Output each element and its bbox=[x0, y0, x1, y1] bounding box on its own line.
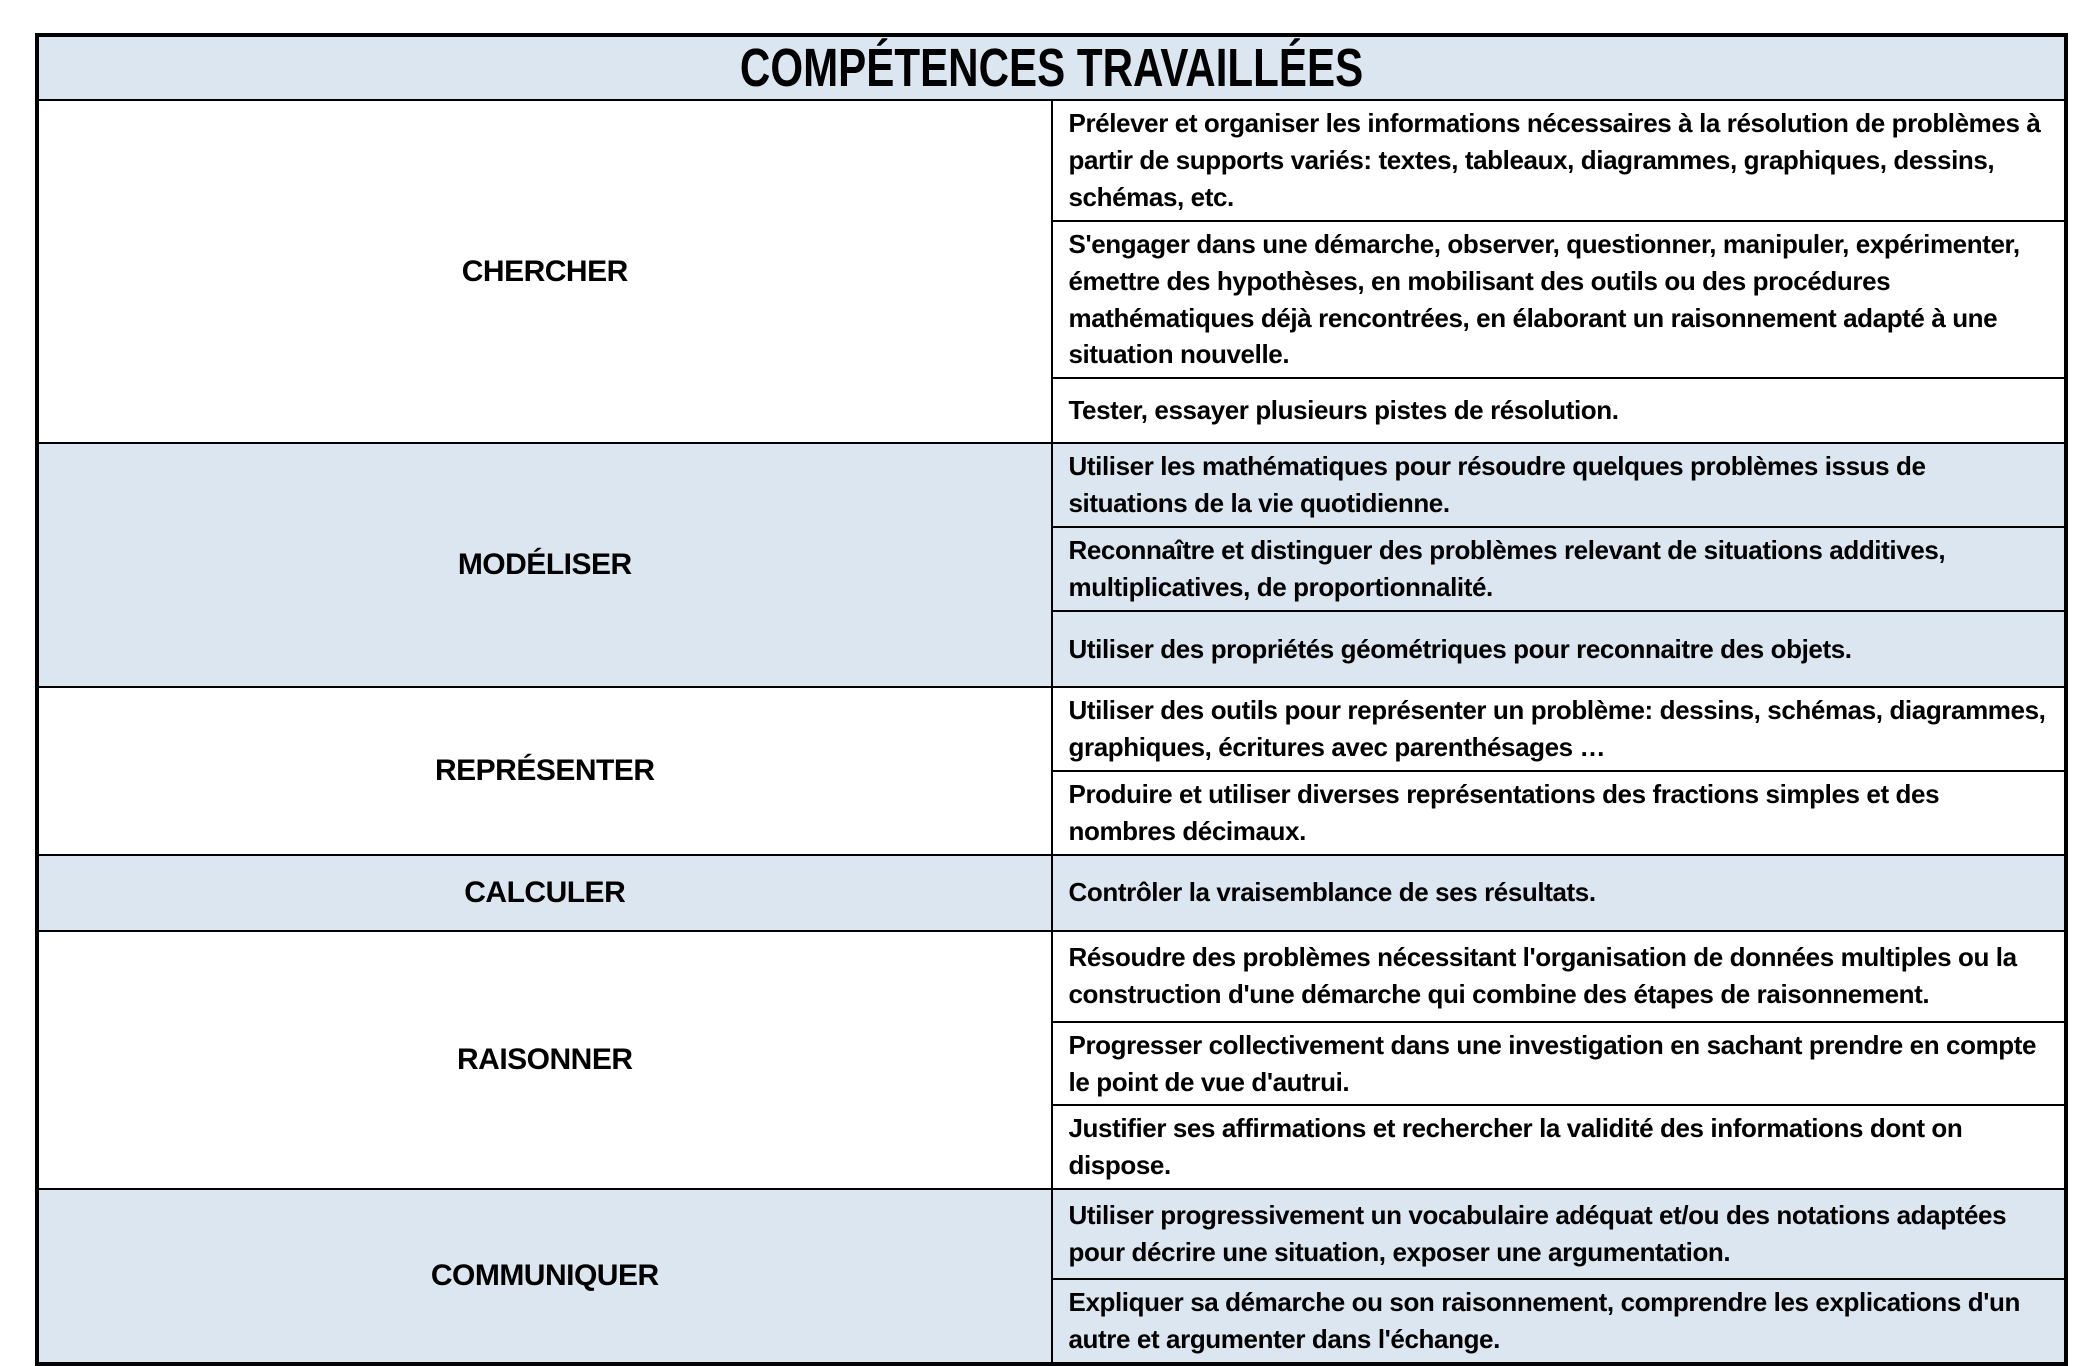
competence-item: Progresser collectivement dans une investigation en sachant prendre en compte le point de vue d'autrui. bbox=[1052, 1022, 2067, 1106]
table-title-cell bbox=[37, 35, 2066, 100]
competence-item: Utiliser progressivement un vocabulaire adéquat et/ou des notations adaptées pour décrire une situation, exposer une argumentation. bbox=[1052, 1189, 2067, 1279]
competence-item: Contrôler la vraisemblance de ses résultats. bbox=[1052, 855, 2067, 931]
competence-item: Produire et utiliser diverses représentations des fractions simples et des nombres décimaux. bbox=[1052, 771, 2067, 855]
competence-item: Prélever et organiser les informations nécessaires à la résolution de problèmes à partir de supports variés: textes, tableaux, diagrammes, graphiques, dessins, schémas, etc. bbox=[1052, 100, 2067, 221]
table-row bbox=[37, 931, 2066, 1022]
section-label-modeliser: MODÉLISER bbox=[37, 443, 1052, 687]
table-row bbox=[37, 855, 2066, 931]
competence-item: Utiliser des outils pour représenter un problème: dessins, schémas, diagrammes, graphiques, écritures avec parenthésages … bbox=[1052, 687, 2067, 771]
section-label-communiquer: COMMUNIQUER bbox=[37, 1189, 1052, 1364]
section-label-representer: REPRÉSENTER bbox=[37, 687, 1052, 855]
competence-item: Utiliser des propriétés géométriques pour reconnaitre des objets. bbox=[1052, 611, 2067, 687]
section-label-calculer: CALCULER bbox=[37, 855, 1052, 931]
competence-item: Utiliser les mathématiques pour résoudre quelques problèmes issus de situations de la vie quotidienne. bbox=[1052, 443, 2067, 527]
competence-item: Tester, essayer plusieurs pistes de résolution. bbox=[1052, 378, 2067, 443]
competence-item: Justifier ses affirmations et rechercher la validité des informations dont on dispose. bbox=[1052, 1105, 2067, 1189]
competence-item: Résoudre des problèmes nécessitant l'organisation de données multiples ou la construction d'une démarche qui combine des étapes de raisonnement. bbox=[1052, 931, 2067, 1022]
title-row bbox=[37, 35, 2066, 100]
table-row bbox=[37, 443, 2066, 527]
competences-table bbox=[35, 33, 2068, 1366]
competence-item: S'engager dans une démarche, observer, questionner, manipuler, expérimenter, émettre des hypothèses, en mobilisant des outils ou des procédures mathématiques déjà rencontrées, en élaborant un raisonnement adapté à une situation nouvelle. bbox=[1052, 221, 2067, 379]
competence-item: Expliquer sa démarche ou son raisonnement, comprendre les explications d'un autre et argumenter dans l'échange. bbox=[1052, 1279, 2067, 1364]
section-label-chercher: CHERCHER bbox=[37, 100, 1052, 443]
section-label-raisonner: RAISONNER bbox=[37, 931, 1052, 1190]
table-row bbox=[37, 100, 2066, 221]
page-title: COMPÉTENCES TRAVAILLÉES bbox=[739, 38, 1364, 98]
table-row bbox=[37, 1189, 2066, 1279]
competence-item: Reconnaître et distinguer des problèmes relevant de situations additives, multiplicatives, de proportionnalité. bbox=[1052, 527, 2067, 611]
table-row bbox=[37, 687, 2066, 771]
